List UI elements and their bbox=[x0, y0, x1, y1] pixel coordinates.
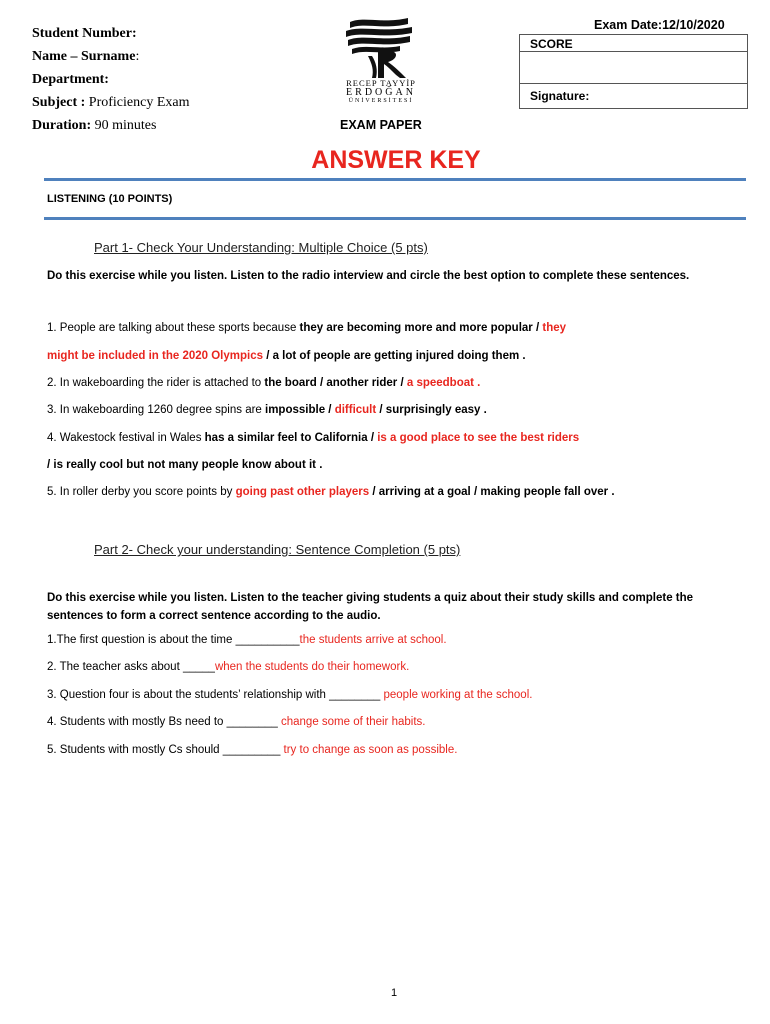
subject-value: Proficiency Exam bbox=[85, 95, 190, 110]
part1-question-1 bbox=[47, 322, 566, 334]
part1-instruction: Do this exercise while you listen. Listen to the radio interview and circle the best option to complete these sentences. bbox=[47, 270, 690, 282]
department-label: Department: bbox=[32, 72, 109, 87]
student-number-field bbox=[32, 26, 137, 42]
option-text: / a lot of people are getting injured doing them . bbox=[263, 350, 526, 362]
student-number-label: Student Number: bbox=[32, 26, 137, 41]
part1-question-3 bbox=[47, 404, 487, 416]
name-surname-label: Name – Surname bbox=[32, 49, 136, 64]
part2-instruction: Do this exercise while you listen. Listen to the teacher giving students a quiz about their study skills and complete the sentences to form a correct sentence according to the audio. bbox=[47, 592, 694, 622]
duration-value: 90 minutes bbox=[91, 118, 157, 133]
option-text: impossible / bbox=[265, 404, 335, 416]
section-title: LISTENING (10 POINTS) bbox=[47, 193, 173, 205]
correct-option: a speedboat . bbox=[406, 377, 481, 389]
part2-question-4 bbox=[47, 716, 425, 728]
option-text: / surprisingly easy . bbox=[376, 404, 487, 416]
answer-text: people working at the school. bbox=[383, 689, 533, 701]
name-surname-field bbox=[32, 49, 139, 65]
part2-title: Part 2- Check your understanding: Sentence Completion (5 pts) bbox=[94, 542, 461, 557]
subject-field bbox=[32, 95, 189, 111]
question-text: 5. In roller derby you score points by bbox=[47, 486, 236, 498]
part1-question-5 bbox=[47, 486, 615, 498]
part2-question-5 bbox=[47, 744, 457, 756]
part2-question-2 bbox=[47, 661, 409, 673]
answer-text: the students arrive at school. bbox=[299, 634, 447, 646]
exam-paper-label: EXAM PAPER bbox=[340, 118, 422, 132]
duration-label: Duration: bbox=[32, 118, 92, 133]
answer-text: try to change as soon as possible. bbox=[283, 744, 458, 756]
score-label: SCORE bbox=[530, 37, 573, 51]
question-text: 5. Students with mostly Cs should _________ bbox=[47, 744, 284, 756]
option-text: has a similar feel to California / bbox=[204, 432, 378, 444]
signature-row bbox=[520, 84, 747, 108]
correct-option: going past other players bbox=[235, 486, 370, 498]
correct-option: they bbox=[542, 322, 567, 334]
option-text: / arriving at a goal / making people fall over . bbox=[369, 486, 615, 498]
part1-question-2 bbox=[47, 377, 480, 389]
logo-line-2: ERDOĞAN bbox=[346, 87, 416, 98]
part1-title: Part 1- Check Your Understanding: Multiple Choice (5 pts) bbox=[94, 240, 428, 255]
question-text: 1.The first question is about the time __________ bbox=[47, 634, 300, 646]
section-divider-top bbox=[44, 178, 746, 181]
logo-line-1: RECEP TAYYİP bbox=[346, 78, 416, 88]
question-text: 3. In wakeboarding 1260 degree spins are bbox=[47, 404, 266, 416]
answer-text: change some of their habits. bbox=[280, 716, 426, 728]
signature-label: Signature: bbox=[530, 89, 590, 103]
part2-question-3 bbox=[47, 689, 532, 701]
correct-option: might be included in the 2020 Olympics bbox=[47, 350, 263, 362]
part2-question-1 bbox=[47, 634, 447, 646]
section-divider-bottom bbox=[44, 217, 746, 220]
option-text: / is really cool but not many people know about it . bbox=[47, 459, 323, 471]
exam-date: Exam Date:12/10/2020 bbox=[594, 18, 725, 32]
logo-line-3: ÜNİVERSİTESİ bbox=[348, 98, 414, 104]
score-table bbox=[519, 34, 748, 109]
part1-question-1-cont bbox=[47, 350, 526, 362]
correct-option: difficult bbox=[334, 404, 377, 416]
correct-option: is a good place to see the best riders bbox=[377, 432, 580, 444]
question-text: 2. The teacher asks about _____ bbox=[47, 661, 215, 673]
question-text: 4. Wakestock festival in Wales bbox=[47, 432, 205, 444]
part1-question-4-cont bbox=[47, 459, 322, 471]
part1-question-4 bbox=[47, 432, 579, 444]
page-number: 1 bbox=[391, 987, 398, 999]
question-text: 3. Question four is about the students’ relationship with ________ bbox=[47, 689, 384, 701]
subject-label: Subject : bbox=[32, 95, 86, 110]
option-text: they are becoming more and more popular / bbox=[299, 322, 543, 334]
question-text: 1. People are talking about these sports because bbox=[47, 322, 300, 334]
university-logo bbox=[338, 16, 424, 108]
question-text: 4. Students with mostly Bs need to ________ bbox=[47, 716, 281, 728]
score-value-cell bbox=[520, 52, 747, 84]
answer-text: when the students do their homework. bbox=[214, 661, 410, 673]
university-emblem-icon bbox=[338, 16, 424, 80]
page-title: ANSWER KEY bbox=[311, 146, 481, 174]
option-text: the board / another rider / bbox=[264, 377, 407, 389]
department-field bbox=[32, 72, 109, 88]
question-text: 2. In wakeboarding the rider is attached to bbox=[47, 377, 265, 389]
duration-field bbox=[32, 118, 156, 134]
name-surname-colon: : bbox=[135, 49, 140, 64]
score-row bbox=[520, 35, 747, 52]
